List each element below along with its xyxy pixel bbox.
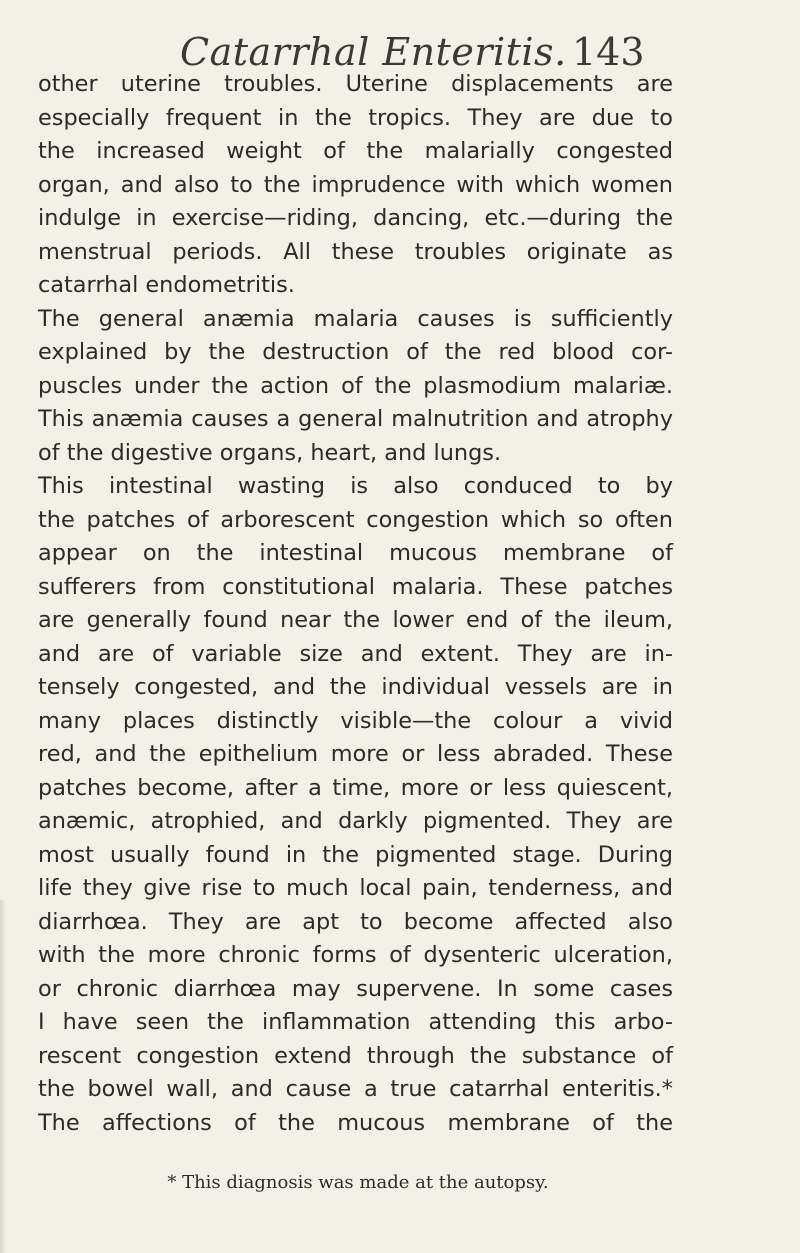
text-line: other uterine troubles. Uterine displacements are	[38, 71, 673, 97]
text-line: with the more chronic forms of dysenteric ulceration,	[38, 942, 673, 968]
text-line: are generally found near the lower end of the ileum,	[38, 607, 673, 633]
running-title: Catarrhal Enteritis.	[180, 30, 567, 74]
body-text	[38, 68, 673, 1140]
text-line: The affections of the mucous membrane of the	[38, 1109, 673, 1136]
text-line: of the digestive organs, heart, and lungs.	[38, 439, 502, 466]
text-line: rescent congestion extend through the substance of	[38, 1042, 673, 1069]
text-line: indulge in exercise—riding, dancing, etc.—during the	[38, 205, 673, 231]
text-line: The general anæmia malaria causes is sufficiently	[38, 305, 673, 332]
text-line: sufferers from constitutional malaria. These patches	[38, 573, 673, 600]
text-line: and are of variable size and extent. They are in-	[38, 640, 673, 667]
text-line: catarrhal endometritis.	[38, 272, 295, 298]
page-edge-shadow	[0, 900, 6, 1253]
text-line: tensely congested, and the individual vessels are in	[38, 674, 673, 700]
text-line: This anæmia causes a general malnutrition and atrophy	[38, 406, 673, 432]
page-number: 143	[572, 30, 645, 74]
text-line: organ, and also to the imprudence with which women	[38, 171, 673, 198]
text-line: appear on the intestinal mucous membrane of	[38, 540, 673, 566]
text-line: the patches of arborescent congestion which so often	[38, 506, 673, 533]
text-line: puscles under the action of the plasmodium malariæ.	[38, 372, 673, 399]
text-line: especially frequent in the tropics. They are due to	[38, 104, 673, 131]
text-line: many places distinctly visible—the colour a vivid	[38, 707, 673, 734]
text-line: or chronic diarrhœa may supervene. In some cases	[38, 975, 673, 1002]
text-line: life they give rise to much local pain, tenderness, and	[38, 875, 673, 901]
text-line: explained by the destruction of the red blood cor-	[38, 339, 673, 365]
text-line: red, and the epithelium more or less abraded. These	[38, 741, 673, 767]
text-line: This intestinal wasting is also conduced to by	[38, 473, 673, 499]
text-line: menstrual periods. All these troubles originate as	[38, 238, 673, 265]
text-line: the bowel wall, and cause a true catarrhal enteritis.*	[38, 1076, 673, 1102]
footnote: * This diagnosis was made at the autopsy.	[167, 1172, 549, 1193]
text-line: anæmic, atrophied, and darkly pigmented. They are	[38, 808, 673, 834]
text-line: the increased weight of the malarially congested	[38, 138, 673, 164]
text-line: diarrhœa. They are apt to become affected also	[38, 908, 673, 935]
text-line: I have seen the inflammation attending this arbo-	[38, 1009, 673, 1035]
text-line: patches become, after a time, more or less quiescent,	[38, 774, 673, 801]
text-line: most usually found in the pigmented stage. During	[38, 841, 673, 868]
